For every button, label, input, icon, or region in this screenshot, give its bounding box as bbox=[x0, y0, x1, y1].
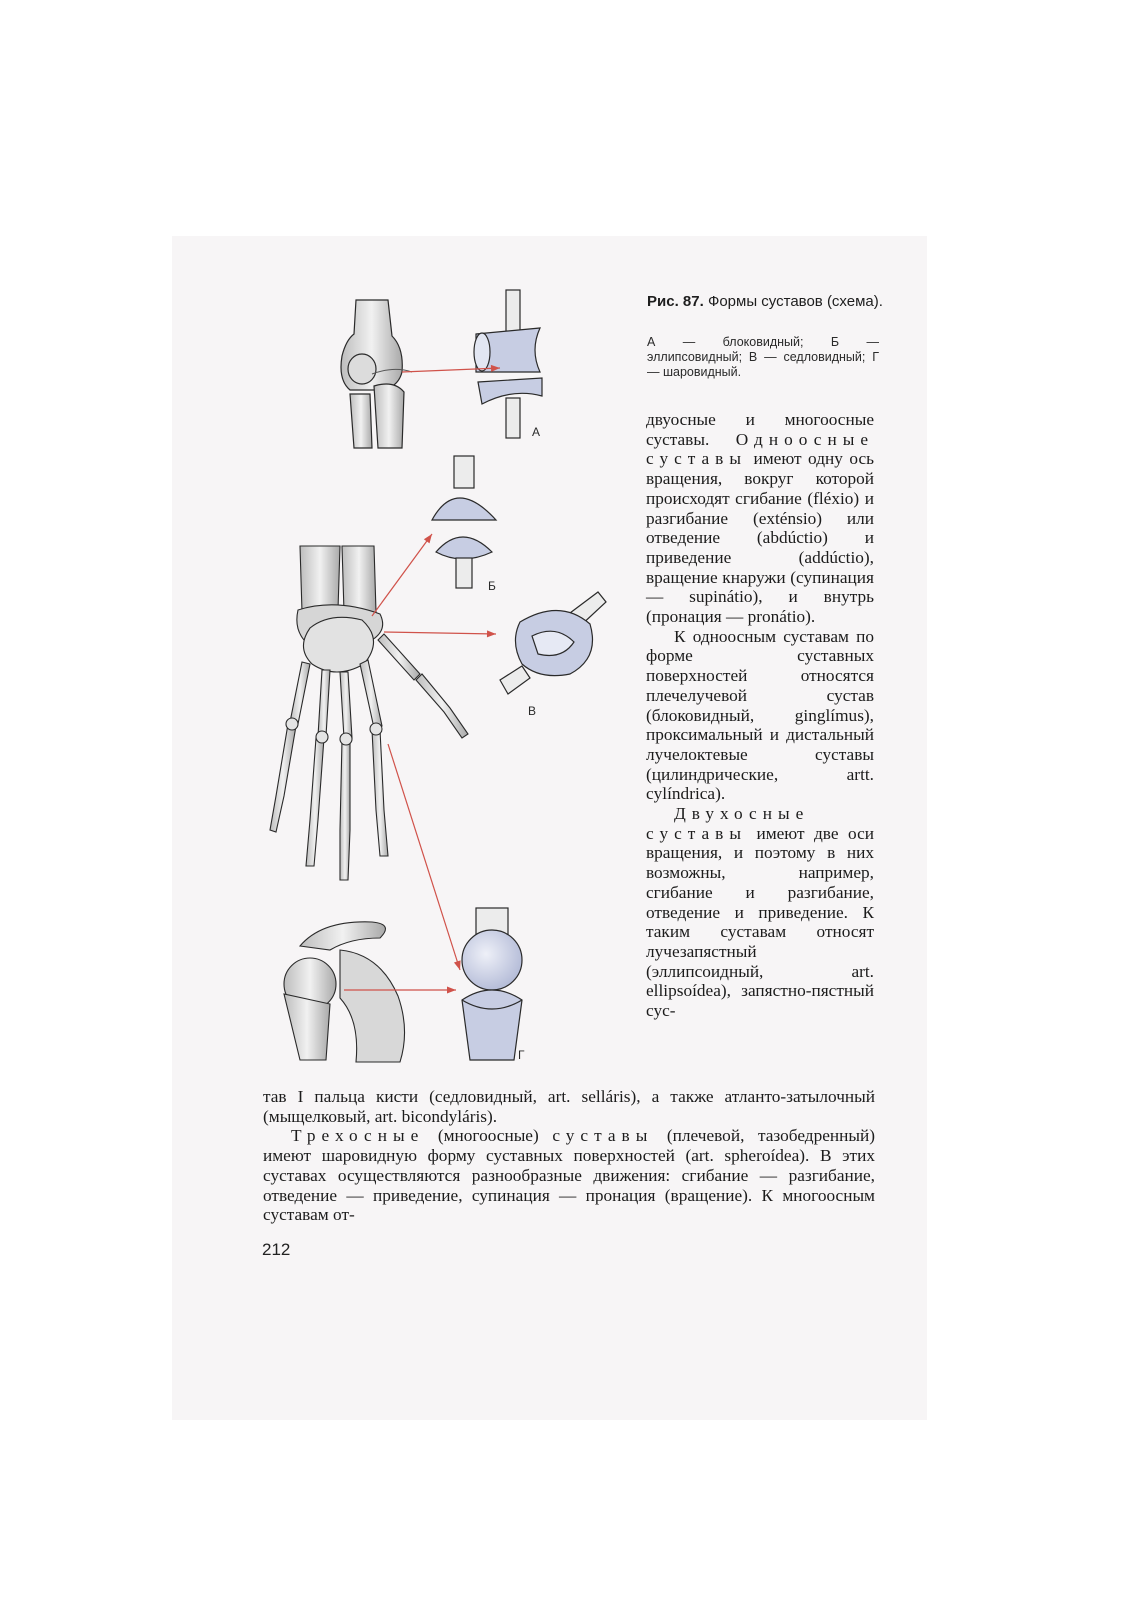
spaced-term: суставы bbox=[552, 1126, 654, 1146]
arrow-head bbox=[447, 987, 456, 994]
text-run: имеют одну ось вращения, вокруг которой происходят сгибание (fléxio) и разгибание (exténsio) или отведение (abdúctio) и приведение (addúctio), вращение кнаружи (супинация — supinátio), и внутрь (пронация — pronátio). bbox=[646, 449, 874, 627]
spaced-term: Одноосные суставы bbox=[646, 429, 874, 469]
text-run: двуосные и многоосные суставы. bbox=[646, 410, 874, 449]
paragraph bbox=[646, 410, 874, 627]
ellipsoid-condyle bbox=[436, 537, 492, 559]
arrow-head bbox=[487, 630, 496, 637]
page-number: 212 bbox=[262, 1240, 291, 1259]
ball-joint-model bbox=[462, 908, 522, 1060]
paragraph bbox=[646, 627, 874, 804]
figure-title: Формы суставов (схема). bbox=[707, 293, 883, 310]
hinge-joint-model bbox=[474, 290, 542, 438]
ellipsoid-joint-model bbox=[432, 456, 496, 588]
text-run: тав I пальца кисти (седловидный, art. selláris), а также атланто-затылочный (мыщелковый, art. bicondyláris). bbox=[263, 1087, 875, 1126]
saddle-joint-model bbox=[500, 592, 606, 694]
hand-skeleton-illustration bbox=[270, 546, 468, 880]
text-run: имеют две оси вращения, и поэтому в них возможны, например, сгибание и разгибание, отведение и приведение. К таким суставам относят лучезапястный (эллипсоидный, art. ellipsoídea), запястно-пястный сус- bbox=[646, 823, 874, 1021]
arrow-line bbox=[372, 534, 432, 616]
arrow-head bbox=[424, 534, 432, 543]
text-run: (плечевой, тазобедренный) имеют шаровидную форму суставных поверхностей (art. spheroídea). В этих суставах осуществляются разнообразные движения: сгибание — разгибание, отведение — приведение, супинация — пронация (вращение). К многоосным суставам от- bbox=[263, 1126, 876, 1225]
spaced-term: Двухосные суставы bbox=[646, 804, 810, 843]
label-v: В bbox=[528, 704, 537, 718]
paragraph bbox=[263, 1087, 875, 1126]
paragraph bbox=[263, 1126, 875, 1225]
label-g: Г bbox=[518, 1048, 525, 1062]
label-b: Б bbox=[488, 579, 496, 593]
text-run: (многоосные) bbox=[424, 1126, 553, 1146]
text-run: К одноосным суставам по форме суставных поверхностей относятся плечелучевой сустав (блоковидный, ginglímus), проксимальный и дистальный лучелоктевые суставы (цилиндрические, artt. cylíndrica). bbox=[646, 626, 874, 804]
ellipsoid-socket bbox=[432, 498, 496, 520]
arrow-head bbox=[454, 960, 461, 970]
ball-head bbox=[462, 930, 522, 990]
shoulder-bones-illustration bbox=[284, 922, 405, 1062]
body-text-column bbox=[646, 410, 874, 1021]
ball-socket bbox=[462, 990, 522, 1060]
figure-caption bbox=[647, 293, 887, 311]
arrow-line bbox=[384, 632, 496, 634]
figure-number: Рис. 87. bbox=[647, 293, 704, 310]
figure-legend: А — блоковидный; Б — эллипсовидный; В — седловидный; Г — шаровидный. bbox=[647, 335, 879, 379]
arrow-line bbox=[388, 744, 460, 970]
paragraph bbox=[646, 804, 874, 1021]
body-text-full-width bbox=[263, 1087, 875, 1225]
elbow-bones-illustration bbox=[341, 300, 412, 448]
spaced-term: Трехосные bbox=[291, 1126, 425, 1146]
label-a: А bbox=[532, 425, 541, 439]
